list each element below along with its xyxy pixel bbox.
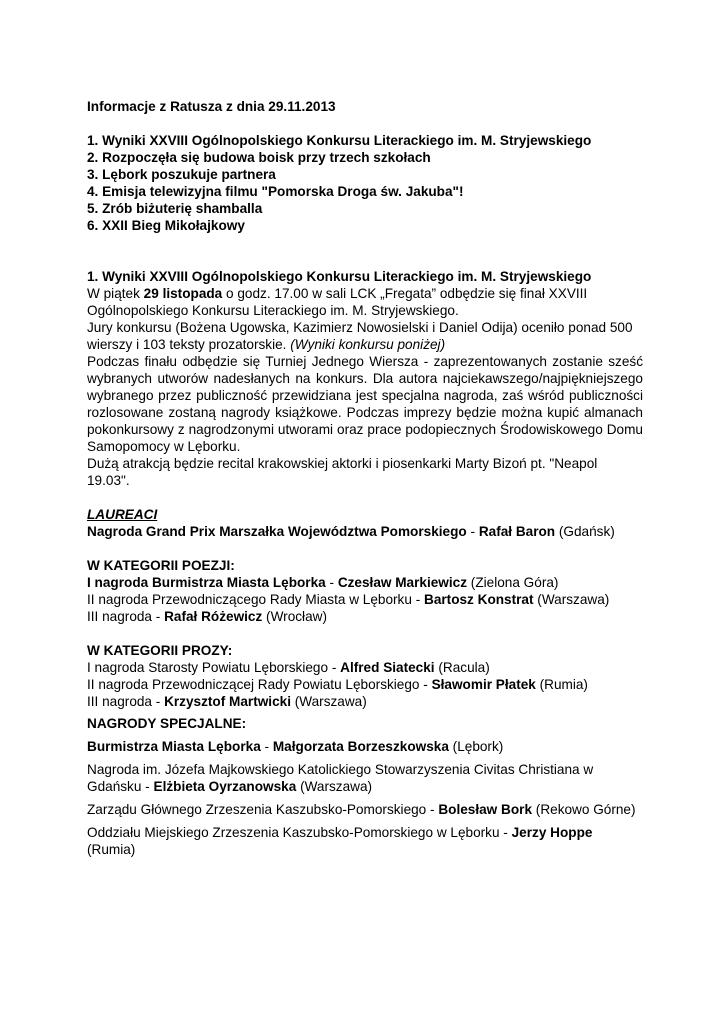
grand-prix-entry: Nagroda Grand Prix Marszałka Województwa Pomorskiego - Rafał Baron (Gdańsk) [87,524,615,539]
results-note: (Wyniki konkursu poniżej) [290,337,446,352]
document-page [87,98,643,858]
award-entry: Oddziału Miejskiego Zrzeszenia Kaszubsko-Pomorskiego w Lęborku - Jerzy Hoppe (Rumia) [87,825,593,857]
article-heading: 1. Wyniki XXVIII Ogólnopolskiego Konkursu Literackiego im. M. Stryjewskiego [87,269,592,284]
award-entry: II nagroda Przewodniczącej Rady Powiatu Lęborskiego - Sławomir Płatek (Rumia) [87,677,588,692]
toc-item: 1. Wyniki XXVIII Ogólnopolskiego Konkursu Literackiego im. M. Stryjewskiego [87,133,592,148]
toc-item: 3. Lębork poszukuje partnera [87,167,276,182]
award-entry: Zarządu Głównego Zrzeszenia Kaszubsko-Pomorskiego - Bolesław Bork (Rekowo Górne) [87,802,636,817]
article-paragraph: W piątek 29 listopada o godz. 17.00 w sali LCK „Fregata” odbędzie się finał XXVIII Ogólnopolskiego Konkursu Literackiego im. M. Stryjewskiego. [87,286,588,318]
table-of-contents [87,132,643,234]
toc-item: 4. Emisja telewizyjna filmu "Pomorska Droga św. Jakuba"! [87,184,464,199]
document-title: Informacje z Ratusza z dnia 29.11.2013 [87,99,336,114]
award-entry: III nagroda - Krzysztof Martwicki (Warszawa) [87,694,367,709]
poetry-heading: W KATEGORII POEZJI: [87,558,235,573]
article-paragraph: Podczas finału odbędzie się Turniej Jednego Wiersza - zaprezentowanych zostanie sześć wybranych utworów nadesłanych na konkurs. Dla autora najciekawszego/najpiękniejszego wybranego przez publiczność przewidziana jest specjalna nagroda, zaś wśród publiczności rozlosowane zostaną nagrody książkowe. Podczas imprezy będzie można kupić almanach pokonkursowy z nagrodzonymi utworami oraz prace podopiecznych Środowiskowego Domu Samopomocy w Lęborku. [87,354,643,454]
award-entry: Burmistrza Miasta Lęborka - Małgorzata Borzeszkowska (Lębork) [87,739,504,754]
article-paragraph: Jury konkursu (Bożena Ugowska, Kazimierz Nowosielski i Daniel Odija) oceniło ponad 500 wierszy i 103 teksty prozatorskie. (Wyniki konkursu poniżej) [87,320,633,352]
award-entry: II nagroda Przewodniczącego Rady Miasta w Lęborku - Bartosz Konstrat (Warszawa) [87,592,610,607]
toc-item: 6. XXII Bieg Mikołajkowy [87,218,245,233]
toc-item: 2. Rozpoczęła się budowa boisk przy trzech szkołach [87,150,431,165]
toc-item: 5. Zrób biżuterię shamballa [87,201,263,216]
article-paragraph: Dużą atrakcją będzie recital krakowskiej aktorki i piosenkarki Marty Bizoń pt. "Neapol 19.03". [87,456,598,488]
prose-heading: W KATEGORII PROZY: [87,643,233,658]
special-awards-section [87,715,643,858]
award-entry: Nagroda im. Józefa Majkowskiego Katolickiego Stowarzyszenia Civitas Christiana w Gdańsku - Elżbieta Oyrzanowska (Warszawa) [87,762,594,794]
award-entry: I nagroda Burmistrza Miasta Lęborka - Czesław Markiewicz (Zielona Góra) [87,575,559,590]
prose-section [87,642,643,710]
award-entry: I nagroda Starosty Powiatu Lęborskiego - Alfred Siatecki (Racula) [87,660,490,675]
poetry-section [87,557,643,625]
event-date: 29 listopada [143,286,223,301]
award-entry: III nagroda - Rafał Różewicz (Wrocław) [87,609,327,624]
special-awards-heading: NAGRODY SPECJALNE: [87,716,247,731]
laureates-heading: LAUREACI [87,507,158,522]
article-section [87,268,643,489]
laureates-section [87,506,643,540]
